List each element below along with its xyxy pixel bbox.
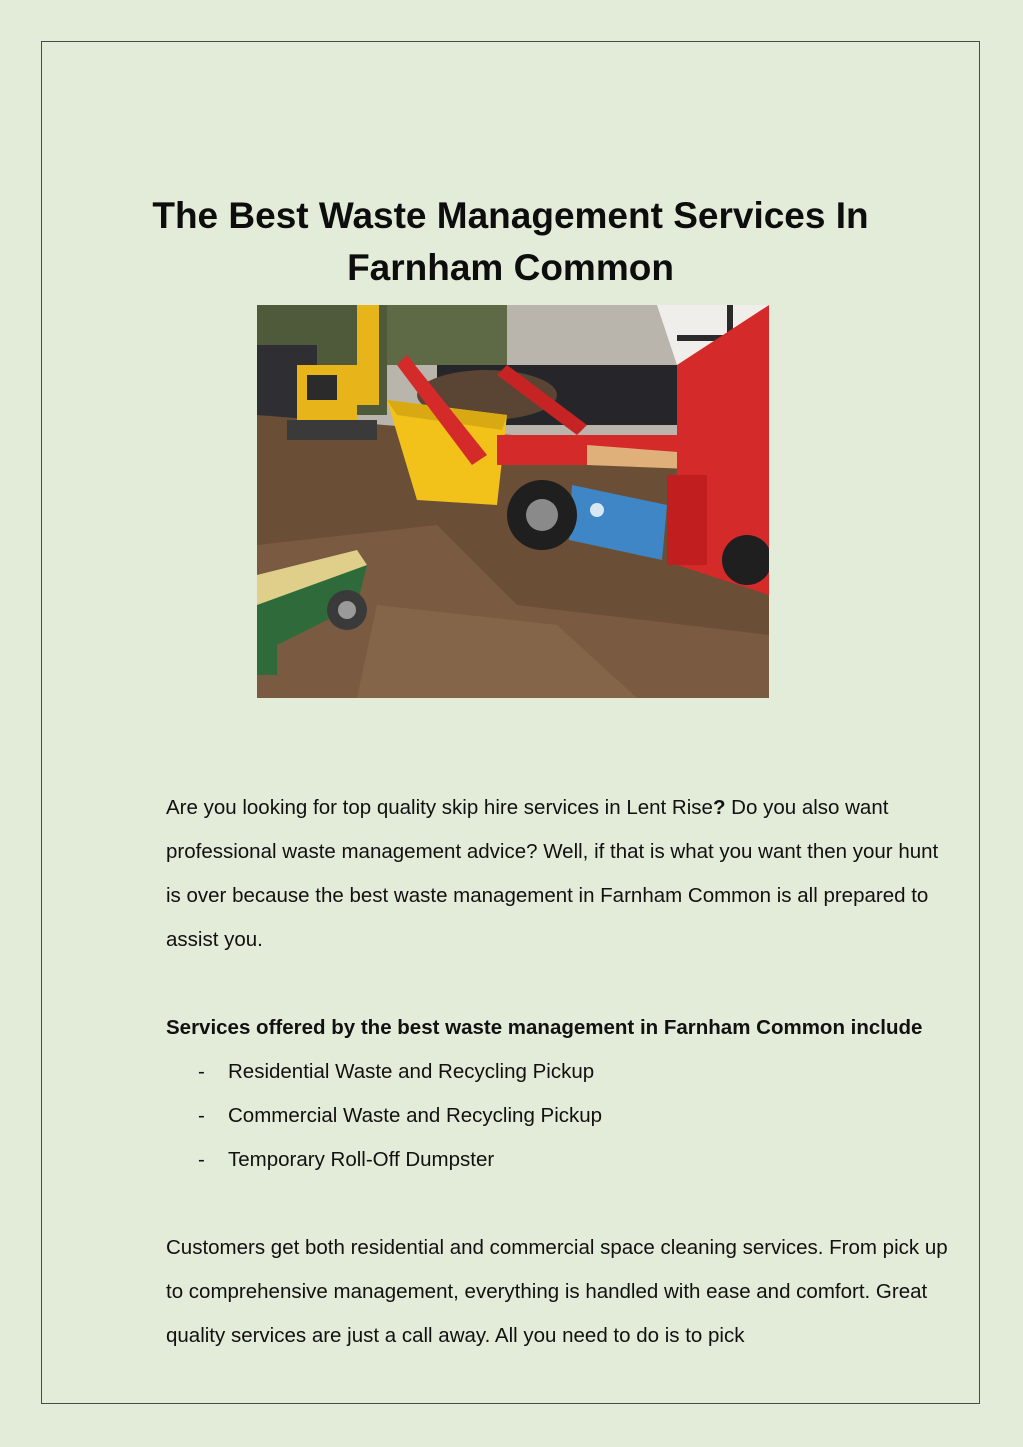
intro-bold-question-mark: ? (712, 796, 726, 819)
list-item (166, 1050, 602, 1094)
list-dash: - (198, 1148, 205, 1171)
list-item (166, 1094, 602, 1138)
intro-text-1: Are you looking for top quality skip hire services in Lent Rise (166, 796, 713, 819)
title-line-2: Farnham Common (347, 247, 674, 288)
intro-paragraph (166, 786, 956, 962)
skip-truck-photo (257, 305, 769, 698)
list-item-text: Residential Waste and Recycling Pickup (228, 1060, 595, 1083)
list-item-text: Commercial Waste and Recycling Pickup (228, 1104, 603, 1127)
document-page (41, 41, 980, 1404)
services-heading: Services offered by the best waste management in Farnham Common include (166, 1016, 923, 1039)
list-item (166, 1138, 602, 1182)
list-item-text: Temporary Roll-Off Dumpster (228, 1148, 495, 1171)
intro-text-2: Do you also want professional waste management advice? Well, if that is what you want then your hunt is over because the best waste management in Farnham Common is all prepared to assist you. (166, 796, 939, 951)
page-title (42, 190, 979, 294)
list-dash: - (198, 1060, 205, 1083)
list-dash: - (198, 1104, 205, 1127)
services-list (166, 1050, 602, 1182)
title-line-1: The Best Waste Management Services In (152, 195, 869, 236)
closing-paragraph: Customers get both residential and commercial space cleaning services. From pick up to comprehensive management, everything is handled with ease and comfort. Great quality services are just a call away. All you need to do is to pick (166, 1236, 948, 1347)
